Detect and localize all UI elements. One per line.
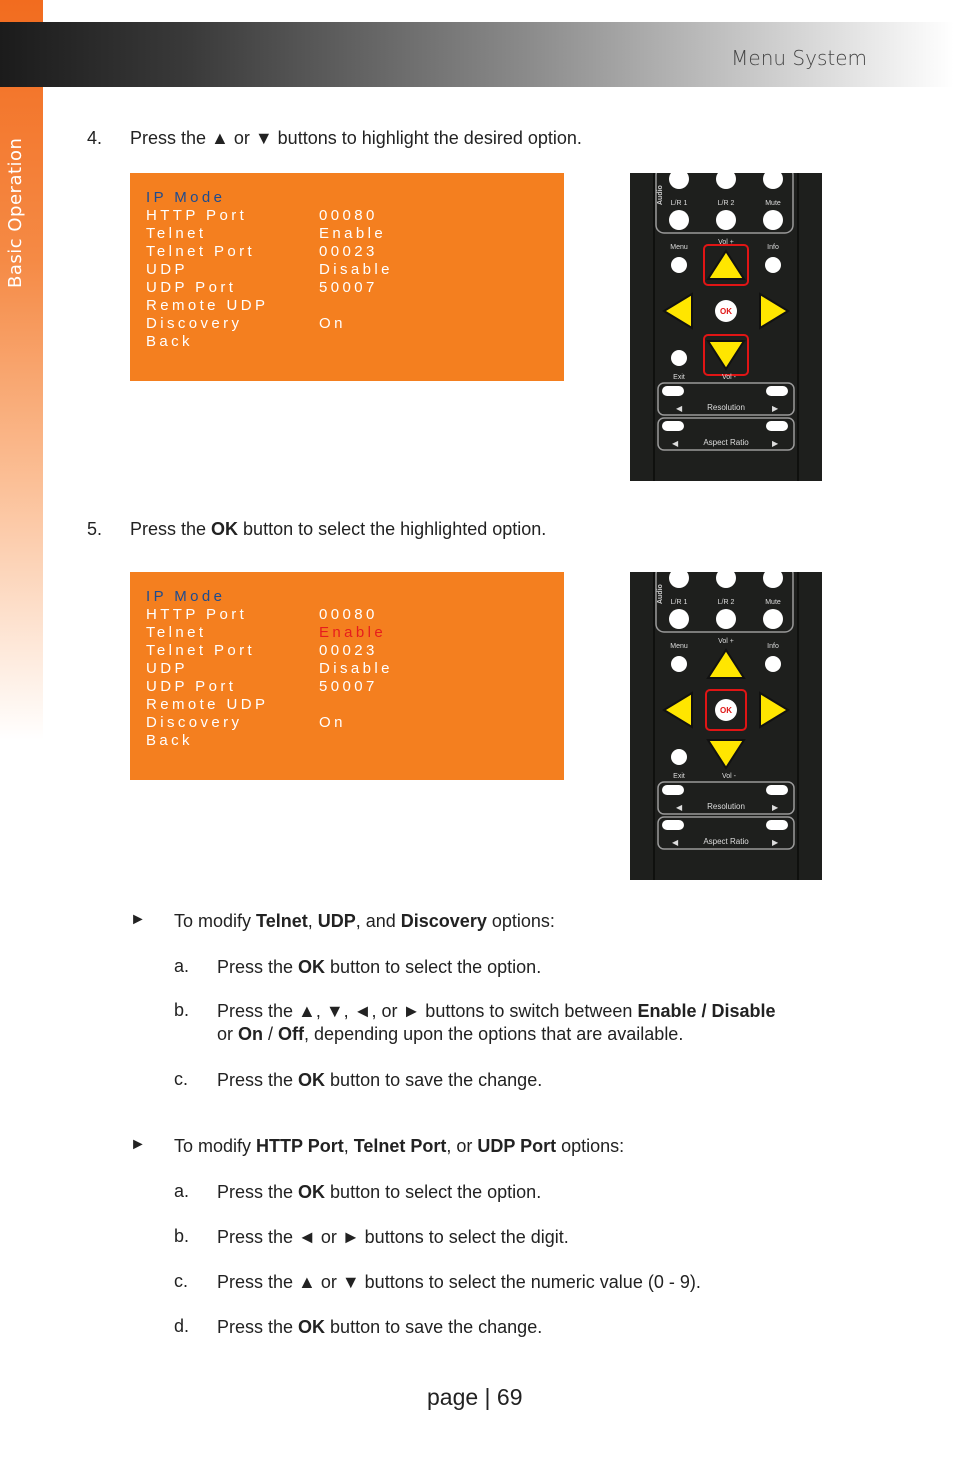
osd-value: Disable [319,660,393,677]
osd-label: Back [146,333,193,350]
osd-label: UDP [146,261,188,278]
step-text: Press the OK button to select the highlighted option. [130,519,547,539]
left-triangle-icon: ◀ [676,803,683,812]
osd-value: 50007 [319,678,378,695]
osd-value-highlighted: Enable [319,624,387,641]
osd-label: Telnet Port [146,642,256,659]
osd-label: UDP Port [146,279,237,296]
osd-menu-screen [130,173,564,381]
lr1-label: L/R 1 [670,599,688,606]
section-title: Menu System [731,46,867,70]
remote-button[interactable] [669,572,689,588]
osd-label: Remote UDP [146,297,269,314]
lr2-button[interactable] [716,210,736,230]
aspect-left-button[interactable] [662,820,684,830]
right-triangle-icon: ▶ [772,404,779,413]
bullet-arrow-icon: ► [130,911,146,928]
right-arrow-icon[interactable] [760,294,788,328]
left-triangle-icon: ◀ [672,838,679,847]
up-arrow-icon[interactable] [708,251,744,279]
osd-label: Telnet [146,225,207,242]
lr2-label: L/R 2 [717,599,735,606]
osd-label: HTTP Port [146,207,248,224]
audio-label: Audio [657,185,664,205]
left-arrow-icon[interactable] [664,294,692,328]
osd-value: On [319,714,346,731]
resolution-left-button[interactable] [662,785,684,795]
osd-label: UDP [146,660,188,677]
lr2-button[interactable] [716,609,736,629]
osd-value: 50007 [319,279,378,296]
remote-button[interactable] [763,572,783,588]
right-triangle-icon: ▶ [772,803,779,812]
remote-button[interactable] [716,572,736,588]
osd-title: IP Mode [146,189,226,206]
remote-button[interactable] [716,173,736,189]
osd-value: Enable [319,225,387,242]
osd-label: HTTP Port [146,606,248,623]
osd-value: On [319,315,346,332]
vol-down-label: Vol - [721,374,737,381]
osd-label: UDP Port [146,678,237,695]
resolution-left-button[interactable] [662,386,684,396]
osd-menu-screen-selected [130,572,564,780]
exit-button[interactable] [671,350,687,366]
mute-button[interactable] [763,609,783,629]
osd-label: Discovery [146,315,243,332]
lr2-label: L/R 2 [717,200,735,207]
left-triangle-icon: ◀ [676,404,683,413]
osd-label: Telnet [146,624,207,641]
info-button[interactable] [765,656,781,672]
osd-label: Remote UDP [146,696,269,713]
osd-value: 00023 [319,642,378,659]
bullet-arrow-icon: ► [130,1136,146,1153]
step-number: 4. [87,128,103,148]
remote-button[interactable] [763,173,783,189]
mute-button[interactable] [763,210,783,230]
exit-label: Exit [673,374,685,381]
vol-up-label: Vol + [718,638,734,645]
osd-label: Back [146,732,193,749]
right-triangle-icon: ▶ [772,439,779,448]
osd-value: 00080 [319,606,378,623]
mute-label: Mute [765,200,781,207]
ok-label: OK [720,706,732,715]
exit-label: Exit [673,773,685,780]
remote-control-1 [630,173,822,481]
info-label: Info [767,643,779,650]
aspect-left-button[interactable] [662,421,684,431]
step-text: Press the ▲ or ▼ buttons to highlight the desired option. [130,128,582,148]
menu-button[interactable] [671,257,687,273]
right-triangle-icon: ▶ [772,838,779,847]
lr1-button[interactable] [669,210,689,230]
exit-button[interactable] [671,749,687,765]
menu-label: Menu [670,643,688,650]
left-arrow-icon[interactable] [664,693,692,727]
step-number: 5. [87,519,103,539]
bullet-text: To modify Telnet, UDP, and Discovery options: [174,911,555,931]
down-arrow-icon[interactable] [708,740,744,768]
right-arrow-icon[interactable] [760,693,788,727]
remote-control-2 [630,572,822,880]
lr1-label: L/R 1 [670,200,688,207]
resolution-label: Resolution [707,403,745,412]
resolution-label: Resolution [707,802,745,811]
page-number: page | 69 [427,1384,523,1410]
mute-label: Mute [765,599,781,606]
aspect-ratio-label: Aspect Ratio [703,438,749,447]
side-tab-label: Basic Operation [5,137,26,288]
osd-value: 00023 [319,243,378,260]
aspect-right-button[interactable] [766,820,788,830]
menu-label: Menu [670,244,688,251]
side-tab [0,0,43,740]
audio-label: Audio [657,584,664,604]
info-label: Info [767,244,779,251]
menu-button[interactable] [671,656,687,672]
resolution-right-button[interactable] [766,386,788,396]
ok-label: OK [720,307,732,316]
vol-up-label: Vol + [718,239,734,246]
left-triangle-icon: ◀ [672,439,679,448]
osd-value: Disable [319,261,393,278]
aspect-ratio-label: Aspect Ratio [703,837,749,846]
aspect-right-button[interactable] [766,421,788,431]
remote-button[interactable] [669,173,689,189]
lr1-button[interactable] [669,609,689,629]
bullet-text: To modify HTTP Port, Telnet Port, or UDP Port options: [174,1136,625,1156]
up-arrow-icon[interactable] [708,650,744,678]
osd-label: Discovery [146,714,243,731]
down-arrow-icon[interactable] [708,341,744,369]
osd-label: Telnet Port [146,243,256,260]
resolution-right-button[interactable] [766,785,788,795]
osd-title: IP Mode [146,588,226,605]
info-button[interactable] [765,257,781,273]
osd-value: 00080 [319,207,378,224]
vol-down-label: Vol - [721,773,737,780]
